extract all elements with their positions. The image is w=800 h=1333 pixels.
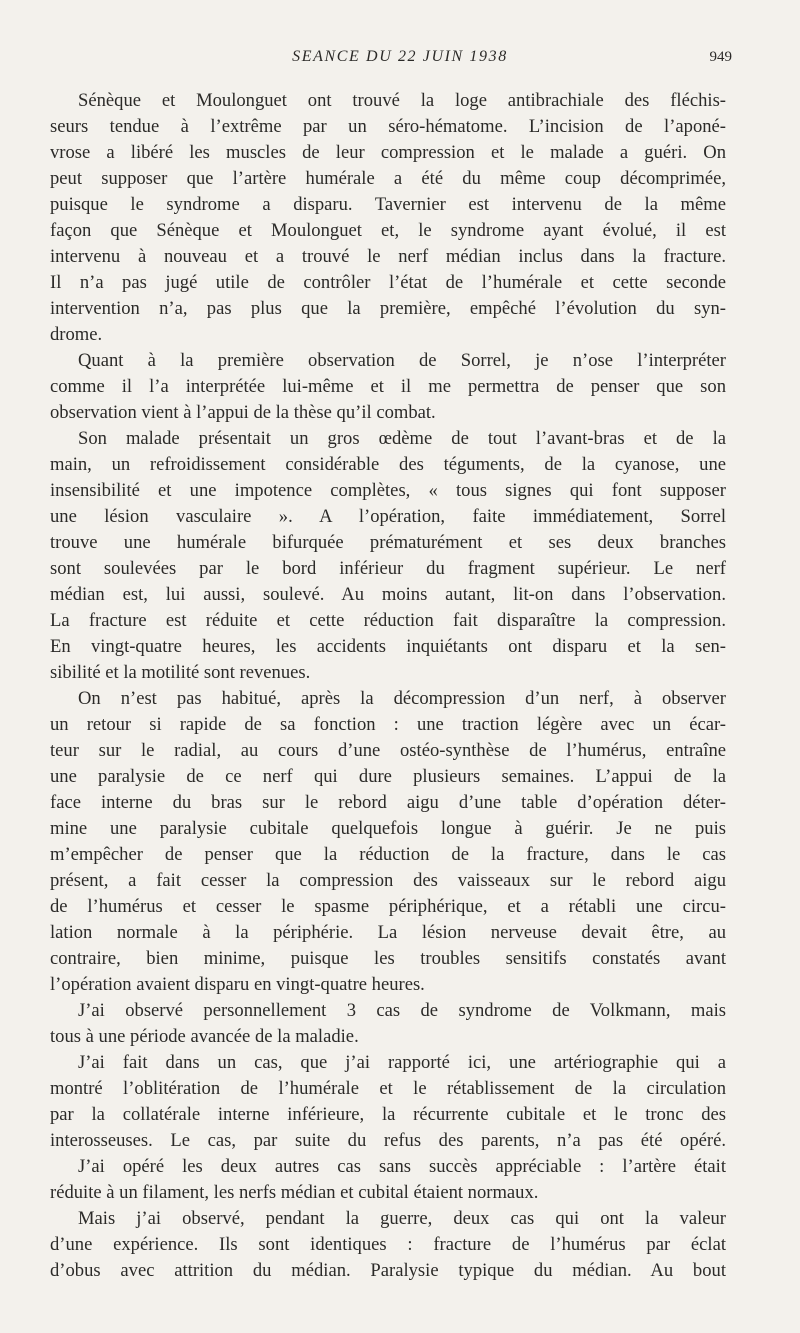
text-line: On n’est pas habitué, après la décompression d’un nerf, à observer [78,688,726,709]
text-line: Quant à la première observation de Sorrel, je n’ose l’interpréter [78,350,726,371]
text-line: interosseuses. Le cas, par suite du refus des parents, n’a pas été opéré. [50,1130,726,1151]
text-line: un retour si rapide de sa fonction : une traction légère avec un écar- [50,714,726,735]
text-line: médian est, lui aussi, soulevé. Au moins autant, lit-on dans l’observation. [50,584,726,605]
text-line: teur sur le radial, au cours d’une ostéo-synthèse de l’humérus, entraîne [50,740,726,761]
text-line: main, un refroidissement considérable des téguments, de la cyanose, une [50,454,726,475]
text-line: Il n’a pas jugé utile de contrôler l’état de l’humérale et cette seconde [50,272,726,293]
text-line: J’ai fait dans un cas, que j’ai rapporté ici, une artériographie qui a [78,1052,726,1073]
text-line: face interne du bras sur le rebord aigu d’une table d’opération déter- [50,792,726,813]
text-line: sibilité et la motilité sont revenues. [50,662,311,683]
text-line: vrose a libéré les muscles de leur compression et le malade a guéri. On [50,142,726,163]
text-line: mine une paralysie cubitale quelquefois longue à guérir. Je ne puis [50,818,726,839]
text-line: intervenu à nouveau et a trouvé le nerf médian inclus dans la fracture. [50,246,726,267]
text-line: d’une expérience. Ils sont identiques : fracture de l’humérus par éclat [50,1234,726,1255]
text-line: sont soulevées par le bord inférieur du fragment supérieur. Le nerf [50,558,726,579]
text-line: puisque le syndrome a disparu. Tavernier est intervenu de la même [50,194,726,215]
text-line: insensibilité et une impotence complètes, « tous signes qui font supposer [50,480,726,501]
text-line: peut supposer que l’artère humérale a été du même coup décomprimée, [50,168,726,189]
text-line: J’ai opéré les deux autres cas sans succès appréciable : l’artère était [78,1156,726,1177]
text-line: En vingt-quatre heures, les accidents inquiétants ont disparu et la sen- [50,636,726,657]
text-line: seurs tendue à l’extrême par un séro-hématome. L’incision de l’aponé- [50,116,726,137]
text-line: montré l’oblitération de l’humérale et le rétablissement de la circulation [50,1078,726,1099]
text-line: de l’humérus et cesser le spasme périphérique, et a rétabli une circu- [50,896,726,917]
text-line: d’obus avec attrition du médian. Paralysie typique du médian. Au bout [50,1260,726,1281]
text-line: La fracture est réduite et cette réduction fait disparaître la compression. [50,610,726,631]
text-line: réduite à un filament, les nerfs médian et cubital étaient normaux. [50,1182,539,1203]
text-line: J’ai observé personnellement 3 cas de syndrome de Volkmann, mais [78,1000,726,1021]
text-line: lation normale à la périphérie. La lésion nerveuse devait être, au [50,922,726,943]
text-line: une lésion vasculaire ». A l’opération, faite immédiatement, Sorrel [50,506,726,527]
text-line: drome. [50,324,103,345]
page-number: 949 [709,49,732,65]
header-title: SEANCE DU 22 JUIN 1938 [292,48,508,65]
text-line: intervention n’a, pas plus que la première, empêché l’évolution du syn- [50,298,726,319]
text-line: par la collatérale interne inférieure, la récurrente cubitale et le tronc des [50,1104,726,1125]
text-line: présent, a fait cesser la compression des vaisseaux sur le rebord aigu [50,870,726,891]
text-line: une paralysie de ce nerf qui dure plusieurs semaines. L’appui de la [50,766,726,787]
text-line: Son malade présentait un gros œdème de tout l’avant-bras et de la [78,428,726,449]
text-line: comme il l’a interprétée lui-même et il me permettra de penser que son [50,376,726,397]
text-line: tous à une période avancée de la maladie. [50,1026,359,1047]
text-line: façon que Sénèque et Moulonguet et, le syndrome ayant évolué, il est [50,220,726,241]
running-header [0,46,800,70]
text-line: m’empêcher de penser que la réduction de la fracture, dans le cas [50,844,726,865]
text-line: trouve une humérale bifurquée prématurément et ses deux branches [50,532,726,553]
text-line: Sénèque et Moulonguet ont trouvé la loge antibrachiale des fléchis- [78,90,726,111]
text-line: observation vient à l’appui de la thèse qu’il combat. [50,402,436,423]
text-line: l’opération avaient disparu en vingt-quatre heures. [50,974,425,995]
text-line: contraire, bien minime, puisque les troubles sensitifs constatés avant [50,948,726,969]
text-line: Mais j’ai observé, pendant la guerre, deux cas qui ont la valeur [78,1208,726,1229]
